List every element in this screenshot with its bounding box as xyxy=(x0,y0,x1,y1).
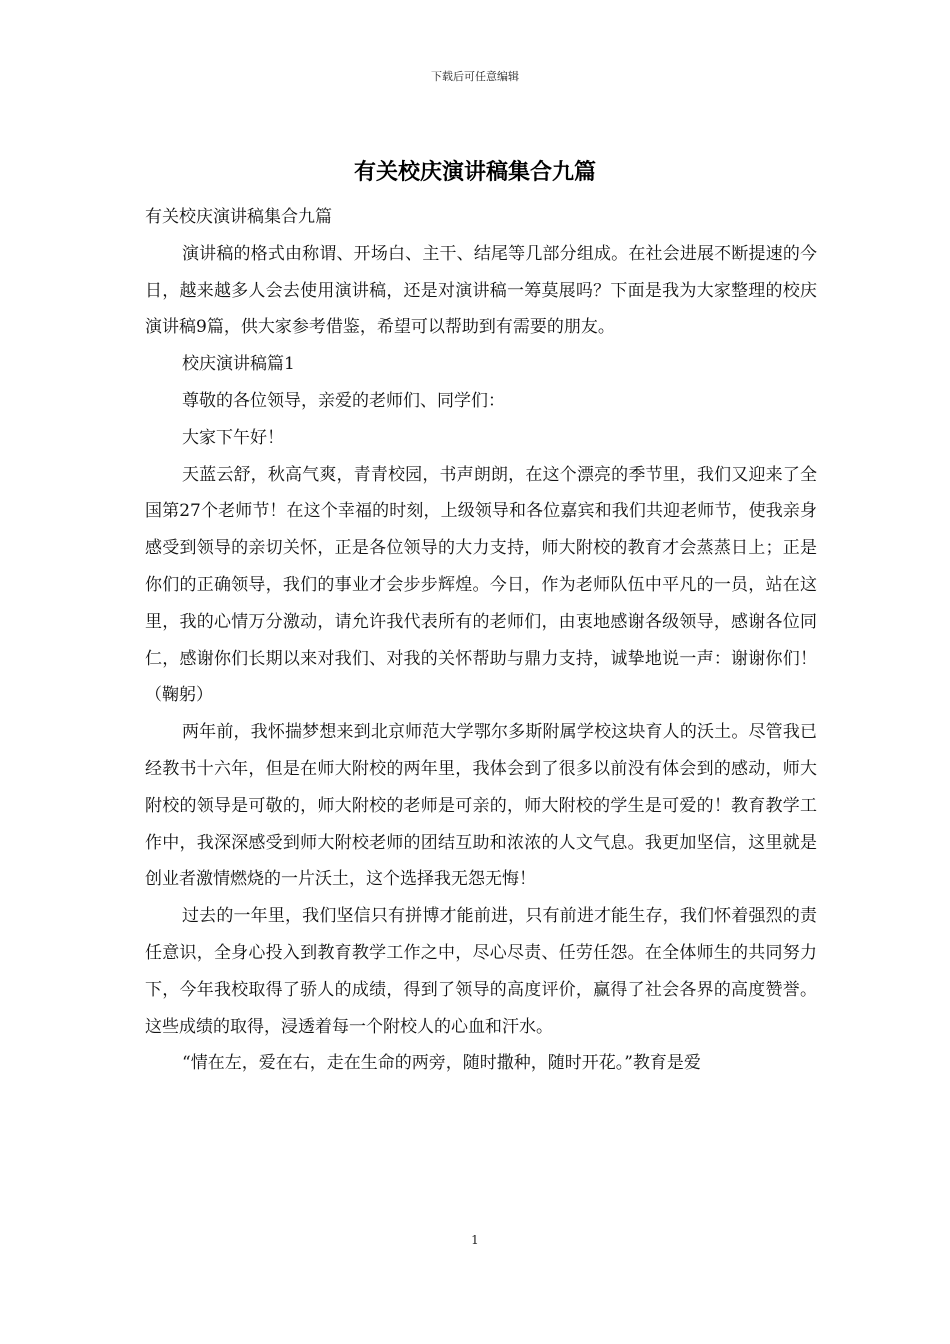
section-heading: 校庆演讲稿篇1 xyxy=(182,354,295,375)
page-number: 1 xyxy=(471,1233,479,1247)
body-paragraph: 两年前，我怀揣梦想来到北京师范大学鄂尔多斯附属学校这块育人的沃土。尽管我已经教书十六年，但是在师大附校的两年里，我体会到了很多以前没有体会到的感动，师大附校的领导是可敬的，师大附校的老师是可亲的，师大附校的学生是可爱的！教育教学工作中，我深深感受到师大附校老师的团结互助和浓浓的人文气息。我更加坚信，这里就是创业者激情燃烧的一片沃土，这个选择我无怨无悔！ xyxy=(145,722,817,890)
salutation-paragraph: 尊敬的各位领导，亲爱的老师们、同学们： xyxy=(182,390,505,411)
document-body xyxy=(145,199,817,1082)
subtitle-paragraph: 有关校庆演讲稿集合九篇 xyxy=(145,207,332,227)
body-paragraph: 天蓝云舒，秋高气爽，青青校园，书声朗朗，在这个漂亮的季节里，我们又迎来了全国第27个老师节！在这个幸福的时刻，上级领导和各位嘉宾和我们共迎老师节，使我亲身感受到领导的亲切关怀，正是各位领导的大力支持，师大附校的教育才会蒸蒸日上；正是你们的正确领导，我们的事业才会步步辉煌。今日，作为老师队伍中平凡的一员，站在这里，我的心情万分激动，请允许我代表所有的老师们，由衷地感谢各级领导，感谢各位同仁，感谢你们长期以来对我们、对我的关怀帮助与鼎力支持，诚挚地说一声：谢谢你们！（鞠躬） xyxy=(145,464,817,706)
document-title: 有关校庆演讲稿集合九篇 xyxy=(353,159,596,185)
body-paragraph: “情在左，爱在右，走在生命的两旁，随时撒种，随时开花。”教育是爱 xyxy=(182,1053,701,1074)
greeting-paragraph: 大家下午好！ xyxy=(182,427,284,448)
intro-paragraph: 演讲稿的格式由称谓、开场白、主干、结尾等几部分组成。在社会进展不断提速的今日，越来越多人会去使用演讲稿，还是对演讲稿一筹莫展吗？下面是我为大家整理的校庆演讲稿9篇，供大家参考借鉴，希望可以帮助到有需要的朋友。 xyxy=(145,243,817,338)
body-paragraph: 过去的一年里，我们坚信只有拼博才能前进，只有前进才能生存，我们怀着强烈的责任意识，全身心投入到教育教学工作之中，尽心尽责、任劳任怨。在全体师生的共同努力下，今年我校取得了骄人的成绩，得到了领导的高度评价，赢得了社会各界的高度赞誉。这些成绩的取得，浸透着每一个附校人的心血和汗水。 xyxy=(145,906,817,1037)
header-note: 下载后可任意编辑 xyxy=(431,70,519,83)
